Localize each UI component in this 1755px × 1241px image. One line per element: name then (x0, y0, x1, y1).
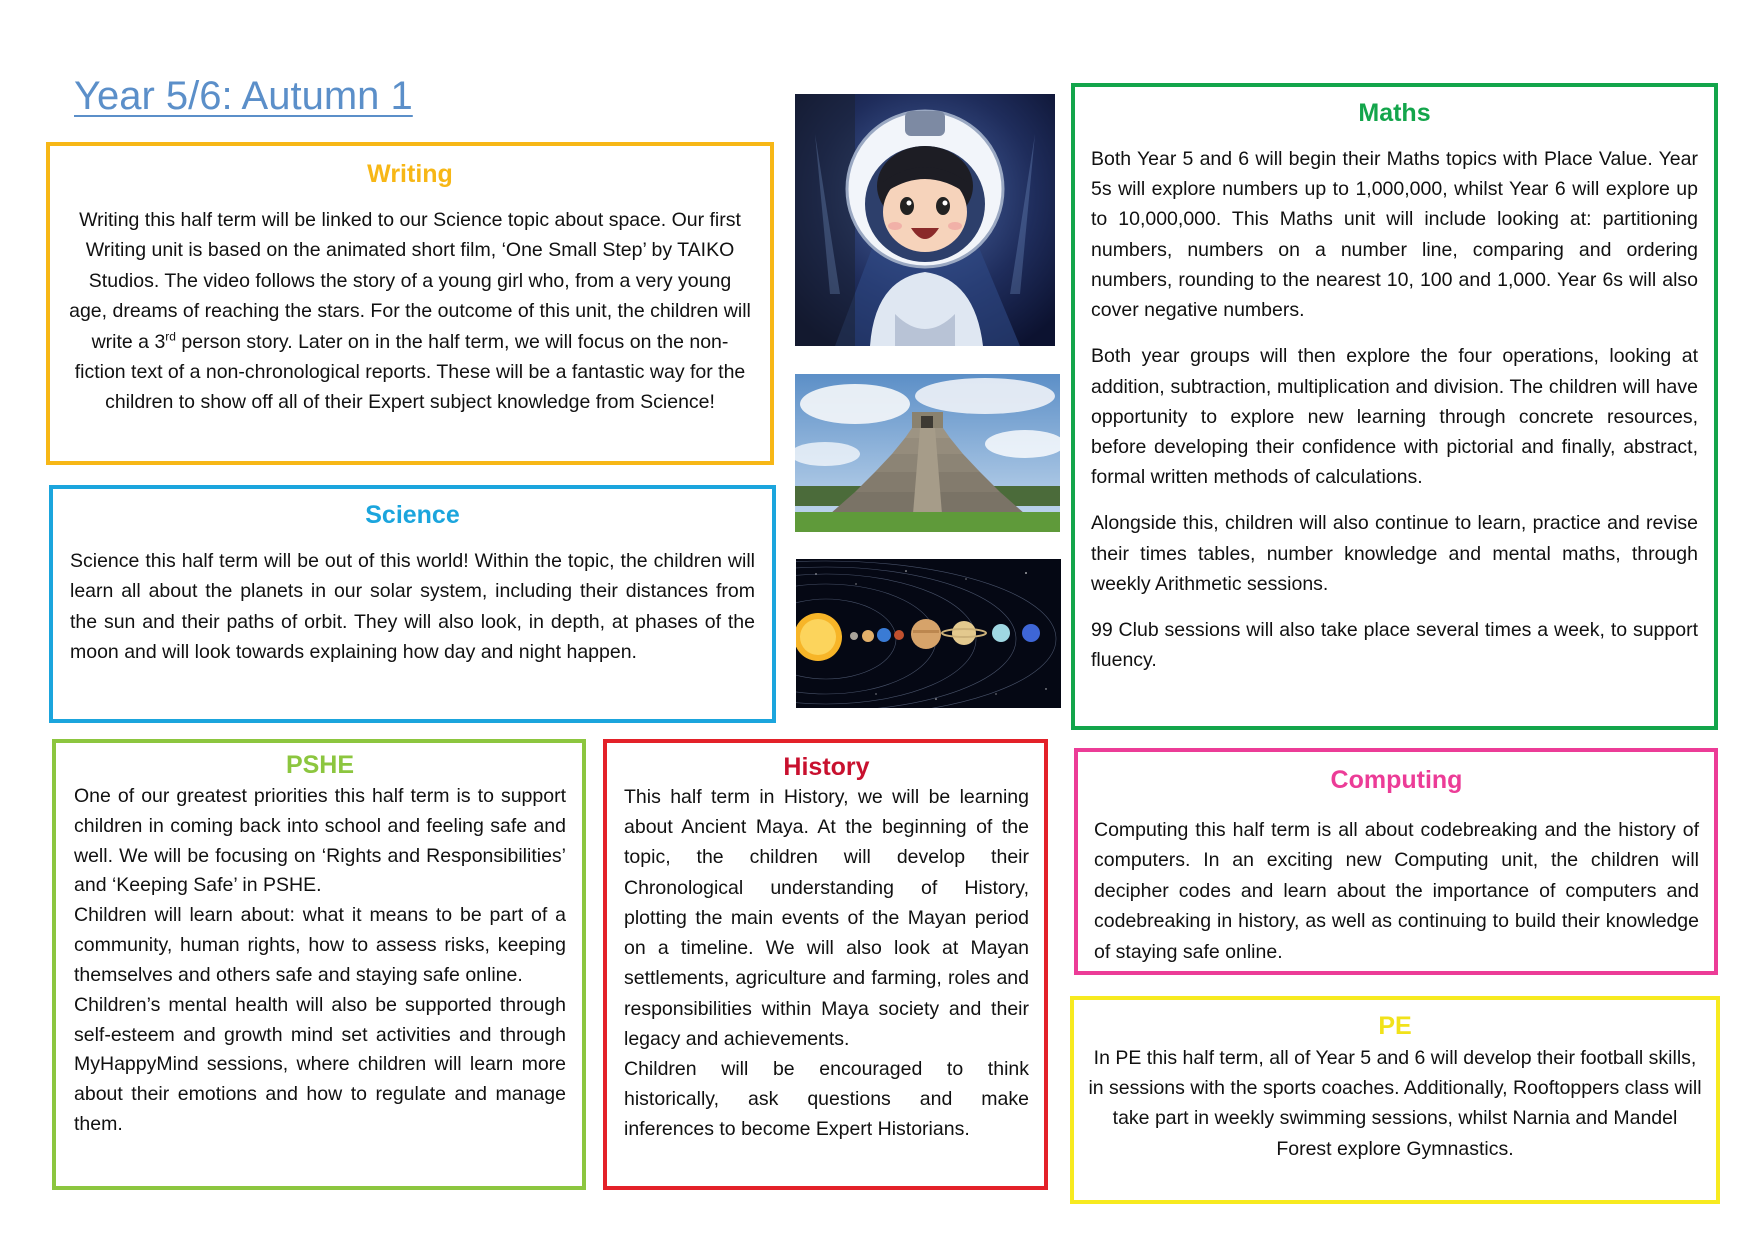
maths-paragraph: Alongside this, children will also continue to learn, practice and revise their times tables, number knowledge and mental maths, through weekly Arithmetic sessions. (1091, 512, 1698, 595)
pshe-paragraph: Children’s mental health will also be supported through self-esteem and growth mind set activities and through MyHappyMind sessions, where children will learn more about their emotions and how to regulate and manage them. (74, 993, 566, 1136)
pe-heading: PE (1378, 1012, 1412, 1040)
solar-system-image (796, 559, 1061, 708)
maths-paragraph: Both year groups will then explore the four operations, looking at addition, subtraction, multiplication and division. The children will have opportunity to explore new learning through concrete resources, before developing their confidence with pictorial and finally, abstract, formal written methods of calculations. (1091, 345, 1698, 489)
writing-heading: Writing (367, 160, 453, 188)
maths-paragraph: Both Year 5 and 6 will begin their Maths topics with Place Value. Year 5s will explore numbers up to 1,000,000, whilst Year 6 will explore up to 10,000,000. This Maths unit will include looking at: partitioning numbers, numbers on a number line, comparing and ordering numbers, rounding to the nearest 10, 100 and 1,000. Year 6s will also cover negative numbers. (1091, 148, 1698, 322)
pe-text: In PE this half term, all of Year 5 and 6 will develop their football skills, in sessions with the sports coaches. Additionally, Rooftoppers class will take part in weekly swimming sessions, whilst Narnia and Mandel Forest explore Gymnastics. (1088, 1047, 1702, 1160)
computing-box (1074, 748, 1718, 975)
page-title: Year 5/6: Autumn 1 (74, 74, 413, 118)
mayan-pyramid-image (795, 374, 1060, 532)
science-heading: Science (365, 501, 460, 529)
history-heading: History (783, 753, 870, 781)
maths-paragraph: 99 Club sessions will also take place several times a week, to support fluency. (1091, 619, 1698, 672)
writing-box (46, 142, 774, 465)
writing-superscript: rd (165, 329, 176, 344)
astronaut-girl-image (795, 94, 1055, 346)
pe-box (1070, 996, 1720, 1204)
pshe-paragraph: One of our greatest priorities this half term is to support children in coming back into school and feeling safe and well. We will be focusing on ‘Rights and Responsibilities’ and ‘Keeping Safe’ in PSHE. (74, 785, 566, 897)
computing-heading: Computing (1330, 766, 1463, 794)
history-paragraph: This half term in History, we will be learning about Ancient Maya. At the beginning of the topic, the children will develop their Chronological understanding of History, plotting the main events of the Mayan period on a timeline. We will also look at Mayan settlements, agriculture and farming, roles and responsibilities within Maya society and their legacy and achievements. (624, 786, 1029, 1050)
pshe-box (52, 739, 586, 1190)
maths-heading: Maths (1358, 99, 1431, 127)
writing-text: Writing this half term will be linked to our Science topic about space. Our first Writing unit is based on the animated short film, ‘One Small Step’ by TAIKO Studios. The video follows the story of a young girl who, from a very young age, dreams of reaching the stars. For the outcome of this unit, the children will write a 3rd person story. Later on in the half term, we will focus on the non-fiction text of a non-chronological reports. These will be a fantastic way for the children to show off all of their Expert subject knowledge from Science! (69, 209, 751, 414)
science-text: Science this half term will be out of this world! Within the topic, the children will learn all about the planets in our solar system, including their distances from the sun and their paths of orbit. They will also look, in depth, at phases of the moon and will look towards explaining how day and night happen. (70, 550, 755, 664)
history-box (603, 739, 1048, 1190)
maths-box (1071, 83, 1718, 730)
history-paragraph: Children will be encouraged to think historically, ask questions and make inferences to become Expert Historians. (624, 1057, 1029, 1141)
science-box (49, 485, 776, 723)
computing-text: Computing this half term is all about codebreaking and the history of computers. In an exciting new Computing unit, the children will decipher codes and learn about the importance of computers and codebreaking in history, as well as continuing to build their knowledge of staying safe online. (1094, 819, 1699, 963)
pshe-paragraph: Children will learn about: what it means to be part of a community, human rights, how to assess risks, keeping themselves and others safe and staying safe online. (74, 904, 566, 986)
pshe-heading: PSHE (285, 751, 355, 779)
